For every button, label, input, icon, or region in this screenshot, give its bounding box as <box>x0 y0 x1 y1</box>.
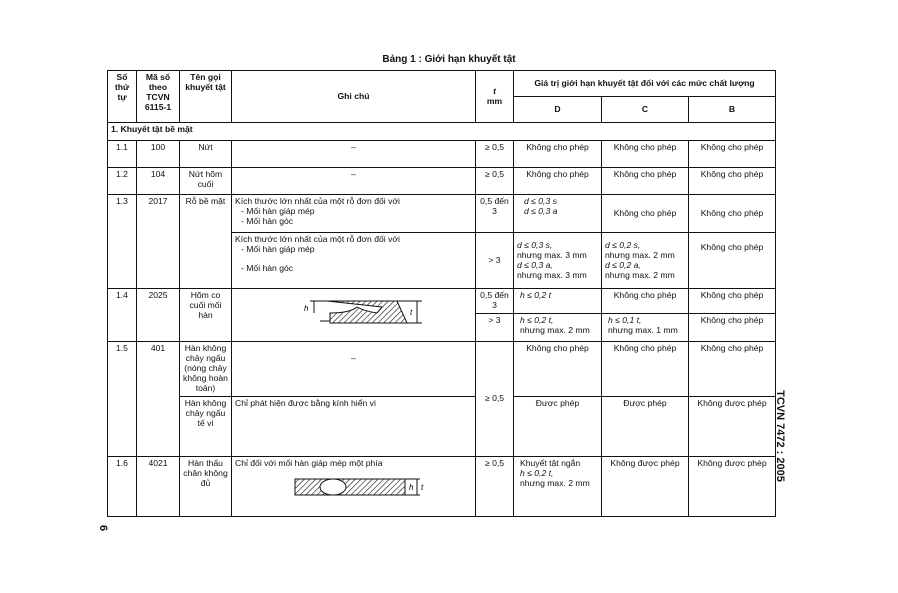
limit-c: Không cho phép <box>602 289 689 314</box>
limit-d: Không cho phép <box>514 141 602 168</box>
limit-d: h ≤ 0,2 t <box>514 289 602 314</box>
note-item: - Mối hàn giáp mép <box>241 205 315 216</box>
limit-c: Không cho phép <box>602 195 689 233</box>
limit-c <box>602 314 689 342</box>
limit-c-line: nhưng max. 1 mm <box>608 324 678 335</box>
limit-d: Được phép <box>514 397 602 457</box>
limit-d-line: d ≤ 0,3 a, <box>517 259 553 270</box>
row-number: 1.2 <box>108 168 137 195</box>
code: 2017 <box>137 195 180 289</box>
defect-name: Nứt <box>180 141 232 168</box>
limit-d <box>514 195 602 233</box>
code: 104 <box>137 168 180 195</box>
code: 2025 <box>137 289 180 342</box>
figure-label-h: h <box>304 304 309 313</box>
limit-b: Không cho phép <box>689 314 776 342</box>
limit-d: Không cho phép <box>514 168 602 195</box>
limit-d <box>514 457 602 517</box>
header-level-d: D <box>514 97 602 123</box>
limit-b: Không cho phép <box>689 195 776 233</box>
section-heading: 1. Khuyết tật bề mặt <box>108 123 776 141</box>
limit-d-line: nhưng max. 2 mm <box>520 477 590 488</box>
limit-c: Không được phép <box>602 457 689 517</box>
limit-d-line: h ≤ 0,2 t, <box>520 315 554 325</box>
row-number: 1.4 <box>108 289 137 342</box>
code: 4021 <box>137 457 180 517</box>
thickness: ≥ 0,5 <box>476 342 514 457</box>
limit-b: Không cho phép <box>689 289 776 314</box>
limit-d-line: Khuyết tật ngắn <box>520 458 581 468</box>
defect-name: Rỗ bề mặt <box>180 195 232 289</box>
header-ghi-chu: Ghi chú <box>232 71 476 123</box>
limit-c <box>602 233 689 289</box>
header-t-symbol: t <box>493 85 496 96</box>
note <box>232 457 476 517</box>
note-item: - Mối hàn góc <box>241 262 294 273</box>
header-ten-goi: Tên gọi khuyết tật <box>180 71 232 123</box>
defect-name: Hõm co cuối mối hàn <box>180 289 232 342</box>
note <box>232 195 476 233</box>
limit-c-line: d ≤ 0,2 s, <box>605 240 641 250</box>
limit-c-line: h ≤ 0,1 t, <box>608 315 642 325</box>
limit-c-line: d ≤ 0,2 a, <box>605 259 641 270</box>
figure-label-t: t <box>421 482 424 492</box>
row-number: 1.5 <box>108 342 137 457</box>
header-ma-so: Mã số theo TCVN 6115-1 <box>137 71 180 123</box>
crater-figure-cell <box>232 289 476 342</box>
note <box>232 233 476 289</box>
limit-d-line: d ≤ 0,3 s <box>524 196 557 206</box>
limit-b: Không cho phép <box>689 342 776 397</box>
note-text: Kích thước lớn nhất của một rỗ đơn đối với <box>235 234 400 244</box>
note-text: Chỉ đối với mối hàn giáp mép một phía <box>235 458 383 468</box>
limit-c: Không cho phép <box>602 141 689 168</box>
defect-name: Hàn không chảy ngấu tế vi <box>180 397 232 457</box>
row-number: 1.3 <box>108 195 137 289</box>
row-number: 1.1 <box>108 141 137 168</box>
limit-d <box>514 233 602 289</box>
limit-d-line: nhưng max. 3 mm <box>517 269 587 280</box>
crater-pipe-figure <box>232 293 476 335</box>
thickness: > 3 <box>476 233 514 289</box>
limit-b: Không được phép <box>689 397 776 457</box>
limit-c: Không cho phép <box>602 168 689 195</box>
header-level-c: C <box>602 97 689 123</box>
header-t-mm <box>476 71 514 123</box>
note-text: Kích thước lớn nhất của một rỗ đơn đối với <box>235 196 400 206</box>
limit-b: Không cho phép <box>689 168 776 195</box>
table-row <box>108 289 776 314</box>
header-level-b: B <box>689 97 776 123</box>
defect-name: Hàn thấu chân không đủ <box>180 457 232 517</box>
figure-label-h: h <box>409 482 414 492</box>
limit-b: Không cho phép <box>689 141 776 168</box>
limit-d <box>514 314 602 342</box>
row-number: 1.6 <box>108 457 137 517</box>
table-row <box>108 457 776 517</box>
limit-b: Không được phép <box>689 457 776 517</box>
limit-c-line: nhưng max. 2 mm <box>605 269 675 280</box>
thickness: 0,5 đến 3 <box>476 195 514 233</box>
defect-name: Nứt hõm cuối <box>180 168 232 195</box>
thickness: 0,5 đến 3 <box>476 289 514 314</box>
table-row <box>108 397 776 457</box>
standard-code-label: TCVN 7472 : 2005 <box>774 390 787 482</box>
code: 401 <box>137 342 180 457</box>
table-row <box>108 141 776 168</box>
defect-limits-table <box>107 70 776 517</box>
note-item: - Mối hàn góc <box>241 215 294 226</box>
table-row <box>108 168 776 195</box>
weld-bead <box>327 301 407 323</box>
note: – <box>232 141 476 168</box>
note: – <box>232 168 476 195</box>
figure-label-t: t <box>410 308 413 317</box>
limit-b: Không cho phép <box>689 233 776 289</box>
note-item: - Mối hàn giáp mép <box>241 243 315 254</box>
defect-name: Hàn không chảy ngấu (nóng chảy không hoàn toàn) <box>180 342 232 397</box>
table-caption: Bảng 1 : Giới hạn khuyết tật <box>382 54 516 65</box>
base-plate <box>295 479 405 495</box>
limit-d-line: d ≤ 0,3 a <box>524 205 558 216</box>
limit-c: Được phép <box>602 397 689 457</box>
thickness: ≥ 0,5 <box>476 141 514 168</box>
header-t-unit: mm <box>486 95 503 106</box>
note: Chỉ phát hiện được bằng kính hiển vi <box>232 397 476 457</box>
limit-c: Không cho phép <box>602 342 689 397</box>
page-number: 6 <box>97 524 110 532</box>
note: – <box>232 342 476 397</box>
limit-d-line: nhưng max. 2 mm <box>520 324 590 335</box>
limit-d-line: d ≤ 0,3 s, <box>517 240 553 250</box>
code: 100 <box>137 141 180 168</box>
table-row <box>108 195 776 233</box>
limit-d: Không cho phép <box>514 342 602 397</box>
table-row <box>108 342 776 397</box>
weld-root <box>320 479 346 495</box>
thickness: ≥ 0,5 <box>476 168 514 195</box>
header-stt: Số thứ tự <box>108 71 137 123</box>
header-gia-tri: Giá trị giới hạn khuyết tật đối với các mức chất lượng <box>514 71 776 97</box>
limit-c-line: nhưng max. 2 mm <box>605 249 675 260</box>
thickness: ≥ 0,5 <box>476 457 514 517</box>
root-penetration-figure <box>235 469 471 503</box>
limit-d-line: h ≤ 0,2 t, <box>520 467 554 478</box>
thickness: > 3 <box>476 314 514 342</box>
limit-d-line: nhưng max. 3 mm <box>517 249 587 260</box>
